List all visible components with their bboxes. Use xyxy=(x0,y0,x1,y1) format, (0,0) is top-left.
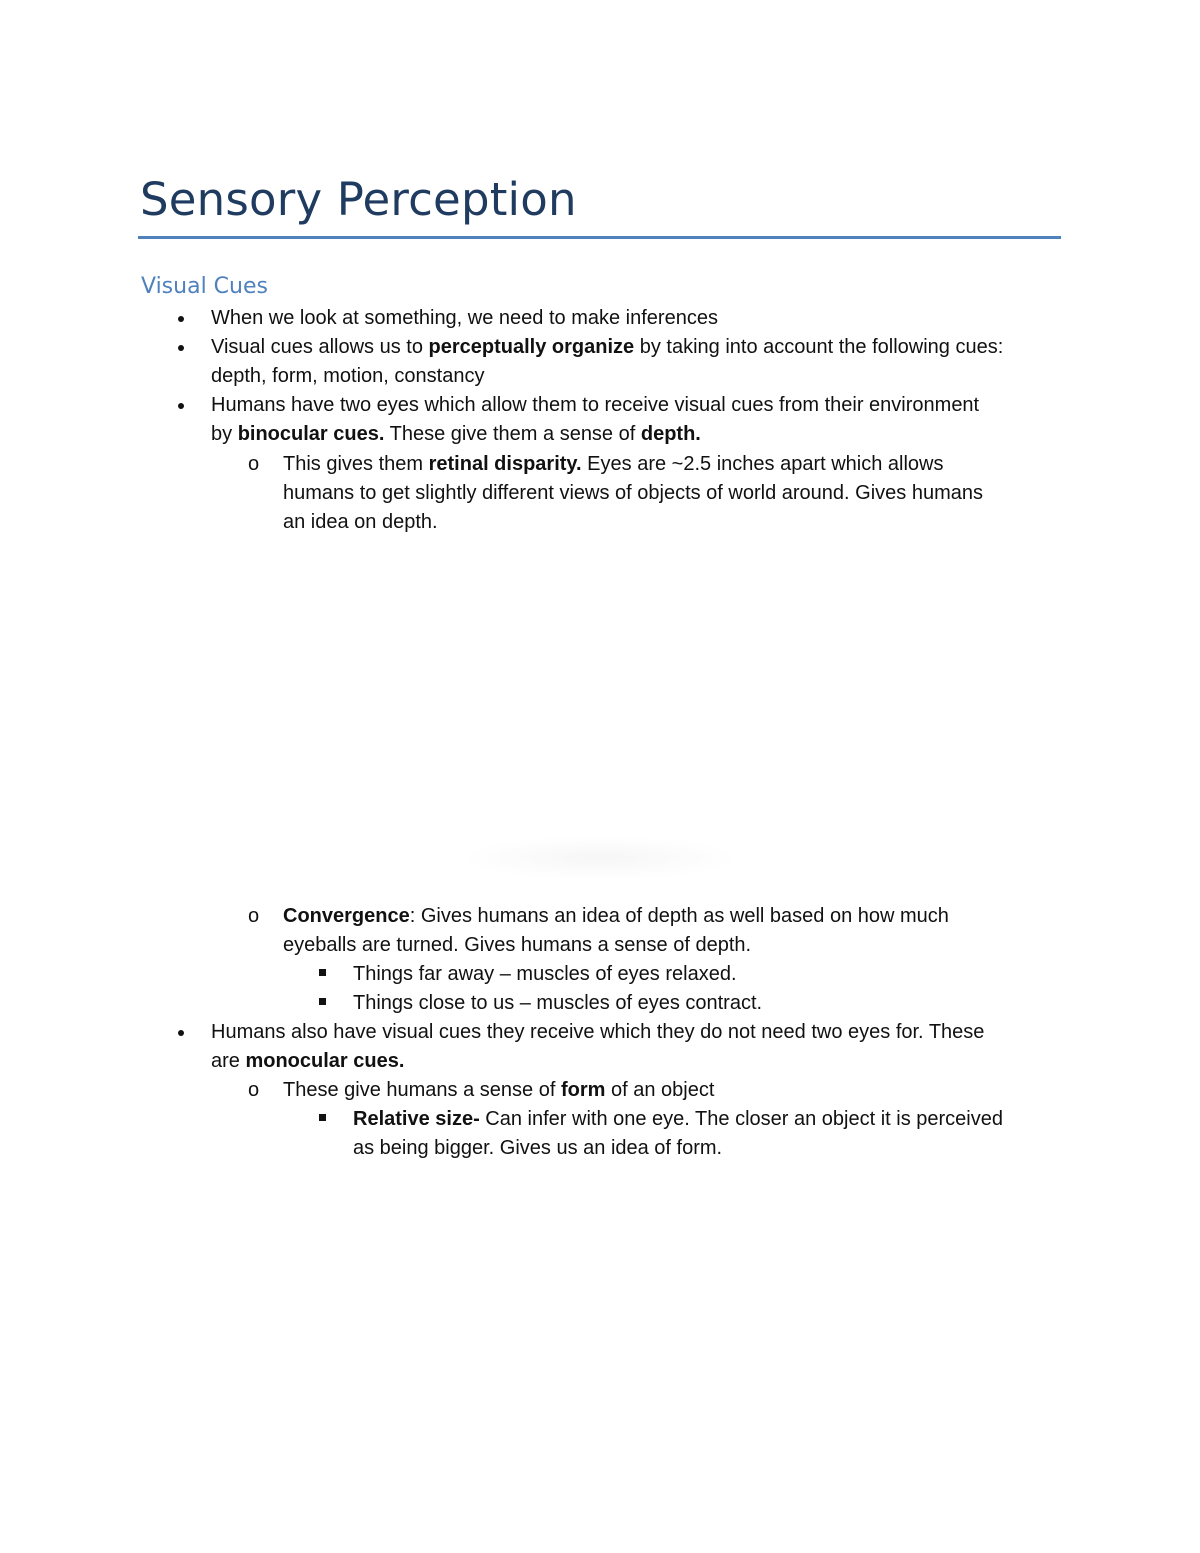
list-item-continuation xyxy=(211,362,484,391)
text-run: Can infer with one eye. The closer an object it is perceived xyxy=(479,1108,1003,1130)
sub-list-item-continuation xyxy=(283,479,983,508)
sub-sub-list-item xyxy=(353,1105,1003,1134)
text-run: humans to get slightly different views of objects of world around. Gives humans xyxy=(283,482,983,504)
square-bullet-icon xyxy=(319,969,326,976)
text-run: eyeballs are turned. Gives humans a sense of depth. xyxy=(283,934,752,956)
text-run: These give them a sense of xyxy=(384,423,641,445)
bold-term: Convergence xyxy=(283,905,410,927)
text-run: : Gives humans an idea of depth as well based on how much xyxy=(409,905,949,927)
list-item-continuation xyxy=(211,420,701,449)
page-title: Sensory Perception xyxy=(140,173,577,226)
bold-term: binocular cues. xyxy=(237,423,385,445)
text-run: Things far away – muscles of eyes relaxed. xyxy=(353,963,737,985)
bullet-icon xyxy=(178,403,184,409)
bold-term: monocular cues. xyxy=(245,1050,405,1072)
text-run: Things close to us – muscles of eyes contract. xyxy=(353,992,763,1014)
square-bullet-icon xyxy=(319,998,326,1005)
bold-term: perceptually organize xyxy=(428,336,635,358)
sub-list-item xyxy=(283,1076,714,1105)
text-run: depth, form, motion, constancy xyxy=(211,365,485,387)
text-run: Humans also have visual cues they receive which they do not need two eyes for. These xyxy=(211,1021,985,1043)
bullet-icon xyxy=(178,1030,184,1036)
square-bullet-icon xyxy=(319,1114,326,1121)
list-item xyxy=(211,391,979,420)
text-run: This gives them xyxy=(283,453,429,475)
bullet-icon xyxy=(178,345,184,351)
circle-bullet-icon: o xyxy=(248,453,260,475)
bold-term: form xyxy=(560,1079,606,1101)
text-run: by taking into account the following cues: xyxy=(634,336,1004,358)
bullet-icon xyxy=(178,316,184,322)
sub-sub-list-item-continuation xyxy=(353,1134,722,1163)
text-run: Eyes are ~2.5 inches apart which allows xyxy=(581,453,944,475)
bold-term: retinal disparity. xyxy=(428,453,582,475)
circle-bullet-icon: o xyxy=(248,1079,260,1101)
text-run: an idea on depth. xyxy=(283,511,438,533)
bold-term: depth. xyxy=(640,423,701,445)
section-heading: Visual Cues xyxy=(141,274,268,299)
sub-list-item-continuation xyxy=(283,508,438,537)
title-underline xyxy=(138,236,1061,239)
sub-list-item xyxy=(283,902,949,931)
sub-list-item-continuation xyxy=(283,931,751,960)
list-item-continuation xyxy=(211,1047,404,1076)
faded-figure-area xyxy=(460,836,740,880)
sub-sub-list-item xyxy=(353,960,737,989)
sub-sub-list-item xyxy=(353,989,762,1018)
list-item xyxy=(211,304,718,333)
text-run: of an object xyxy=(605,1079,715,1101)
sub-list-item xyxy=(283,450,943,479)
text-run: These give humans a sense of xyxy=(283,1079,561,1101)
list-item xyxy=(211,333,1003,362)
text-run: Humans have two eyes which allow them to receive visual cues from their environment xyxy=(211,394,980,416)
text-run: When we look at something, we need to make inferences xyxy=(211,307,718,329)
text-run: as being bigger. Gives us an idea of form. xyxy=(353,1137,723,1159)
text-run: Visual cues allows us to xyxy=(211,336,429,358)
text-run: are xyxy=(211,1050,246,1072)
list-item xyxy=(211,1018,984,1047)
text-run: by xyxy=(211,423,238,445)
bold-term: Relative size- xyxy=(353,1108,480,1130)
circle-bullet-icon: o xyxy=(248,905,260,927)
